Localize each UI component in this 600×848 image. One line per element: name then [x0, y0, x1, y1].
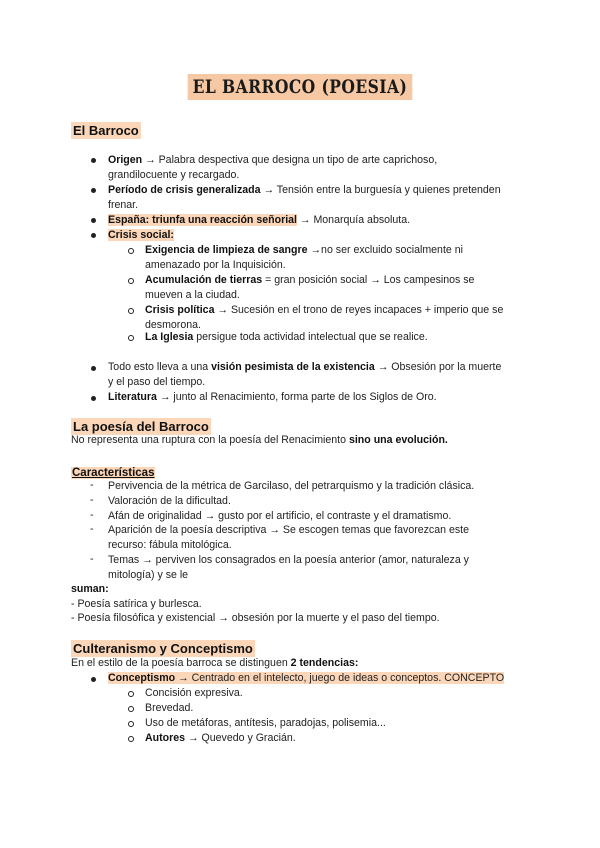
caracteristica-1: Pervivencia de la métrica de Garcilaso, del petrarquismo y la tradición clásica. — [108, 480, 475, 492]
bullet-dot — [91, 188, 96, 193]
bullet-circle — [128, 308, 134, 314]
section-heading-poesia: La poesía del Barroco — [73, 419, 209, 434]
poesia-intro: No representa una ruptura con la poesía del Renacimiento sino una evolución. — [71, 434, 448, 446]
bullet-dot — [91, 158, 96, 163]
sublist-item-politica: Crisis política → Sucesión en el trono de reyes incapaces + imperio que se desmorona. — [145, 304, 504, 331]
dash-bullet: - — [90, 523, 94, 535]
list-item-espana: España: triunfa una reacción señorial → Monarquía absoluta. — [108, 214, 411, 226]
page-title: EL BARROCO (POESIA) — [188, 74, 413, 100]
conceptismo-item-2: Brevedad. — [145, 702, 194, 714]
list-item-todo: Todo esto lleva a una visión pesimista de la existencia → Obsesión por la muerte y el paso del tiempo. — [108, 361, 502, 388]
conceptismo-item-4: Autores → Quevedo y Gracián. — [145, 732, 296, 744]
bullet-circle — [128, 736, 134, 742]
dash-bullet: - — [90, 509, 94, 521]
list-item-conceptismo: Conceptismo → Centrado en el intelecto, juego de ideas o conceptos. CONCEPTO — [108, 672, 505, 684]
sublist-item-tierras: Acumulación de tierras = gran posición social → Los campesinos se mueven a la ciudad. — [145, 274, 475, 301]
conceptismo-item-3: Uso de metáforas, antítesis, paradojas, polisemia... — [145, 717, 386, 729]
dash-bullet: - — [90, 494, 94, 506]
culteranismo-intro: En el estilo de la poesía barroca se distinguen 2 tendencias: — [71, 657, 359, 669]
sublist-item-iglesia: La Iglesia persigue toda actividad intelectual que se realice. — [145, 331, 428, 343]
bullet-dot — [91, 218, 96, 223]
bullet-dot — [91, 396, 96, 401]
list-item-crisis-social: Crisis social: — [108, 229, 174, 241]
suman-item-1: - Poesía satírica y burlesca. — [71, 598, 202, 610]
subheading-caracteristicas: Características — [72, 467, 155, 479]
bullet-circle — [128, 721, 134, 727]
suman-item-2: - Poesía filosófica y existencial → obsesión por la muerte y el paso del tiempo. — [71, 612, 440, 624]
title-wrap — [0, 74, 600, 100]
dash-bullet: - — [90, 553, 94, 565]
bullet-dot — [91, 366, 96, 371]
caracteristica-2: Valoración de la dificultad. — [108, 495, 231, 507]
conceptismo-item-1: Concisión expresiva. — [145, 687, 243, 699]
caracteristica-4: Aparición de la poesía descriptiva → Se escogen temas que favorezcan este recurso: fábula mitológica. — [108, 524, 469, 551]
bullet-dot — [91, 677, 96, 682]
list-item-origen: Origen → Palabra despectiva que designa un tipo de arte caprichoso, grandilocuente y recargado. — [108, 154, 438, 181]
sublist-item-limpieza: Exigencia de limpieza de sangre →no ser excluido socialmente ni amenazado por la Inquisición. — [145, 244, 463, 271]
dash-bullet: - — [90, 479, 94, 491]
bullet-dot — [91, 233, 96, 238]
list-item-periodo: Período de crisis generalizada → Tensión entre la burguesía y quienes pretenden frenar. — [108, 184, 501, 211]
list-item-literatura: Literatura → junto al Renacimiento, forma parte de los Siglos de Oro. — [108, 391, 437, 403]
bullet-circle — [128, 248, 134, 254]
section-heading-culteranismo: Culteranismo y Conceptismo — [73, 641, 253, 656]
caracteristica-3: Afán de originalidad → gusto por el artificio, el contraste y el dramatismo. — [108, 510, 452, 522]
bullet-circle — [128, 335, 134, 341]
bullet-circle — [128, 278, 134, 284]
bullet-circle — [128, 691, 134, 697]
caracteristica-5: Temas → perviven los consagrados en la poesía anterior (amor, naturaleza y mitología) y se le — [108, 554, 469, 581]
bullet-circle — [128, 706, 134, 712]
section-heading-barroco: El Barroco — [73, 123, 139, 138]
suman-label: suman: — [71, 583, 109, 595]
